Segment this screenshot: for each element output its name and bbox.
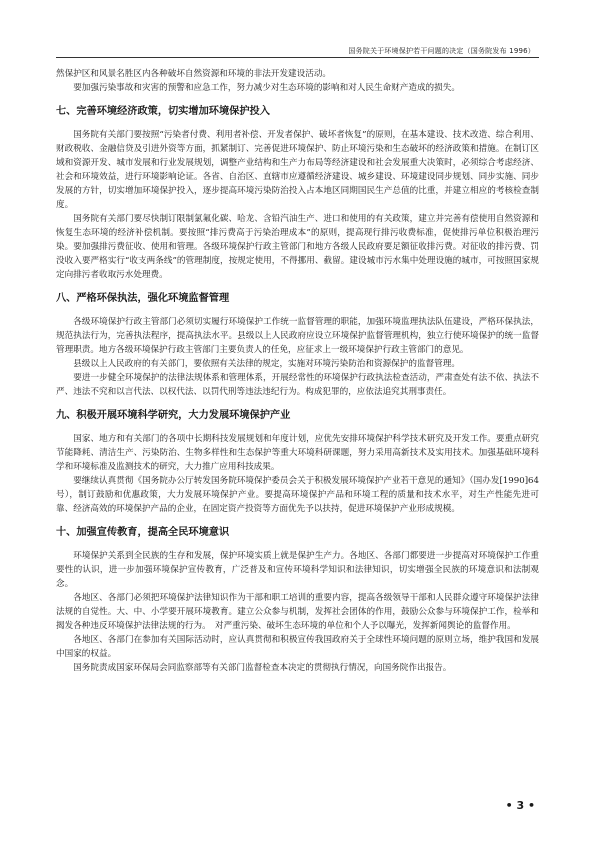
section-heading: 九、积极开展环境科学研究，大力发展环境保护产业 [56,410,291,421]
paragraph: 国家、地方和有关部门的各项中长期科技发展规划和年度计划，应优先安排环境保护科学技术研究及开发工作。要重点研究节能降耗、清洁生产、污染防治、生物多样性和生态保护等重大环境科研课题，努力采用高新技术及实用技术。加强基础环境科学和环境标准及监测技术的研究，大力推广应用科技成果。 [56,434,539,472]
paragraph: 各地区、各部门必须把环境保护法律知识作为干部和职工培训的重要内容，提高各级领导干部和人民群众遵守环境保护法律法规的自觉性。大、中、小学要开展环境教育。建立公众参与机制，发挥社会团体的作用，鼓励公众参与环境保护工作，检举和揭发各种违反环境保护法律法规的行为。 对严重污染、破坏生态环境的单位和个人予以曝光，发挥新闻舆论的监督作用。 [56,593,539,631]
section-heading: 八、严格环保执法，强化环境监督管理 [56,293,230,304]
paragraph: 然保护区和风景名胜区内各种破坏自然资源和环境的非法开发建设活动。 [56,69,332,79]
header-rule [56,57,539,58]
section-heading: 十、加强宣传教育，提高全民环境意识 [56,527,230,538]
paragraph: 各级环境保护行政主管部门必须切实履行环境保护工作统一监督管理的职能，加强环境监理执法队伍建设，严格环保执法，规范执法行为，完善执法程序，提高执法水平。县级以上人民政府应设立环境保护监督管理机构，独立行使环境保护的统一监督管理职责。地方各级环境保护行政主管部门主要负责人的任免，应征求上一级环境保护行政主管部门的意见。 [56,317,539,355]
paragraph: 要加强污染事故和灾害的预警和应急工作，努力减少对生态环境的影响和对人民生命财产造成的损失。 [73,83,460,93]
section-heading: 七、完善环境经济政策，切实增加环境保护投入 [56,106,270,117]
running-header: 国务院关于环境保护若干问题的决定（国务院发布 1996） [348,47,535,55]
page-number: • 3 • [505,799,535,812]
document-body [56,67,539,675]
paragraph: 各地区、各部门在参加有关国际活动时，应认真贯彻和积极宣传我国政府关于全球性环境问题的原则立场，维护我国和发展中国家的权益。 [56,635,539,659]
paragraph: 国务院有关部门要尽快制订限制氯氟化碳、哈龙、含铅汽油生产、进口和使用的有关政策，建立并完善有偿使用自然资源和恢复生态环境的经济补偿机制。要按照“排污费高于污染治理成本”的原则，提高现行排污收费标准，促使排污单位积极治理污染。要加强排污费征收、使用和管理。各级环境保护行政主管部门和地方各级人民政府要足额征收排污费。对征收的排污费、罚没收入要严格实行“收支两条线”的管理制度，按规定使用，不得挪用、截留。建设城市污水集中处理设施的城市，可按照国家规定向排污者收取污水处理费。 [56,214,539,280]
paragraph: 要继续认真贯彻《国务院办公厅转发国务院环境保护委员会关于积极发展环境保护产业若干意见的通知》（国办发[1990]64 号），制订鼓励和优惠政策，大力发展环境保护产业。要提高环境保护产品和环境工程的质量和技术水平，对生产性能先进可靠、经济高效的环境保护产品的企业，在固定资产投资等方面优先予以扶持，促进环境保护产业形成规模。 [56,476,539,514]
paragraph: 国务院责成国家环保局会同监察部等有关部门监督检查本决定的贯彻执行情况，向国务院作出报告。 [73,663,452,673]
paragraph: 环境保护关系到全民族的生存和发展，保护环境实质上就是保护生产力。各地区、各部门都要进一步提高对环境保护工作重要性的认识，进一步加强环境保护宣传教育，广泛普及和宣传环境科学知识和法律知识，切实增强全民族的环境意识和法制观念。 [56,551,539,589]
paragraph: 国务院有关部门要按照“污染者付费、利用者补偿、开发者保护、破坏者恢复”的原则，在基本建设、技术改造、综合利用、财政税收、金融信贷及引进外资等方面，抓紧制订、完善促进环境保护、防止环境污染和生态破坏的经济政策和措施。在制订区域和资源开发、城市发展和行业发展规划，调整产业结构和生产力布局等经济建设和社会发展重大决策时，必须综合考虑经济、社会和环境效益，进行环境影响论证。各省、自治区、直辖市应遵循经济建设、城乡建设、环境建设同步规划、同步实施、同步发展的方针，切实增加环境保护投入，逐步提高环境污染防治投入占本地区同期国民生产总值的比重，并建立相应的考核检查制度。 [56,130,539,210]
paragraph: 要进一步健全环境保护的法律法规体系和管理体系，开展经常性的环境保护行政执法检查活动，严肃查处有法不依、执法不严、违法不究和以言代法、以权代法、以罚代刑等违法违纪行为。构成犯罪的，应依法追究其刑事责任。 [56,373,539,397]
paragraph: 县级以上人民政府的有关部门，要依照有关法律的规定，实施对环境污染防治和资源保护的监督管理。 [73,359,460,369]
